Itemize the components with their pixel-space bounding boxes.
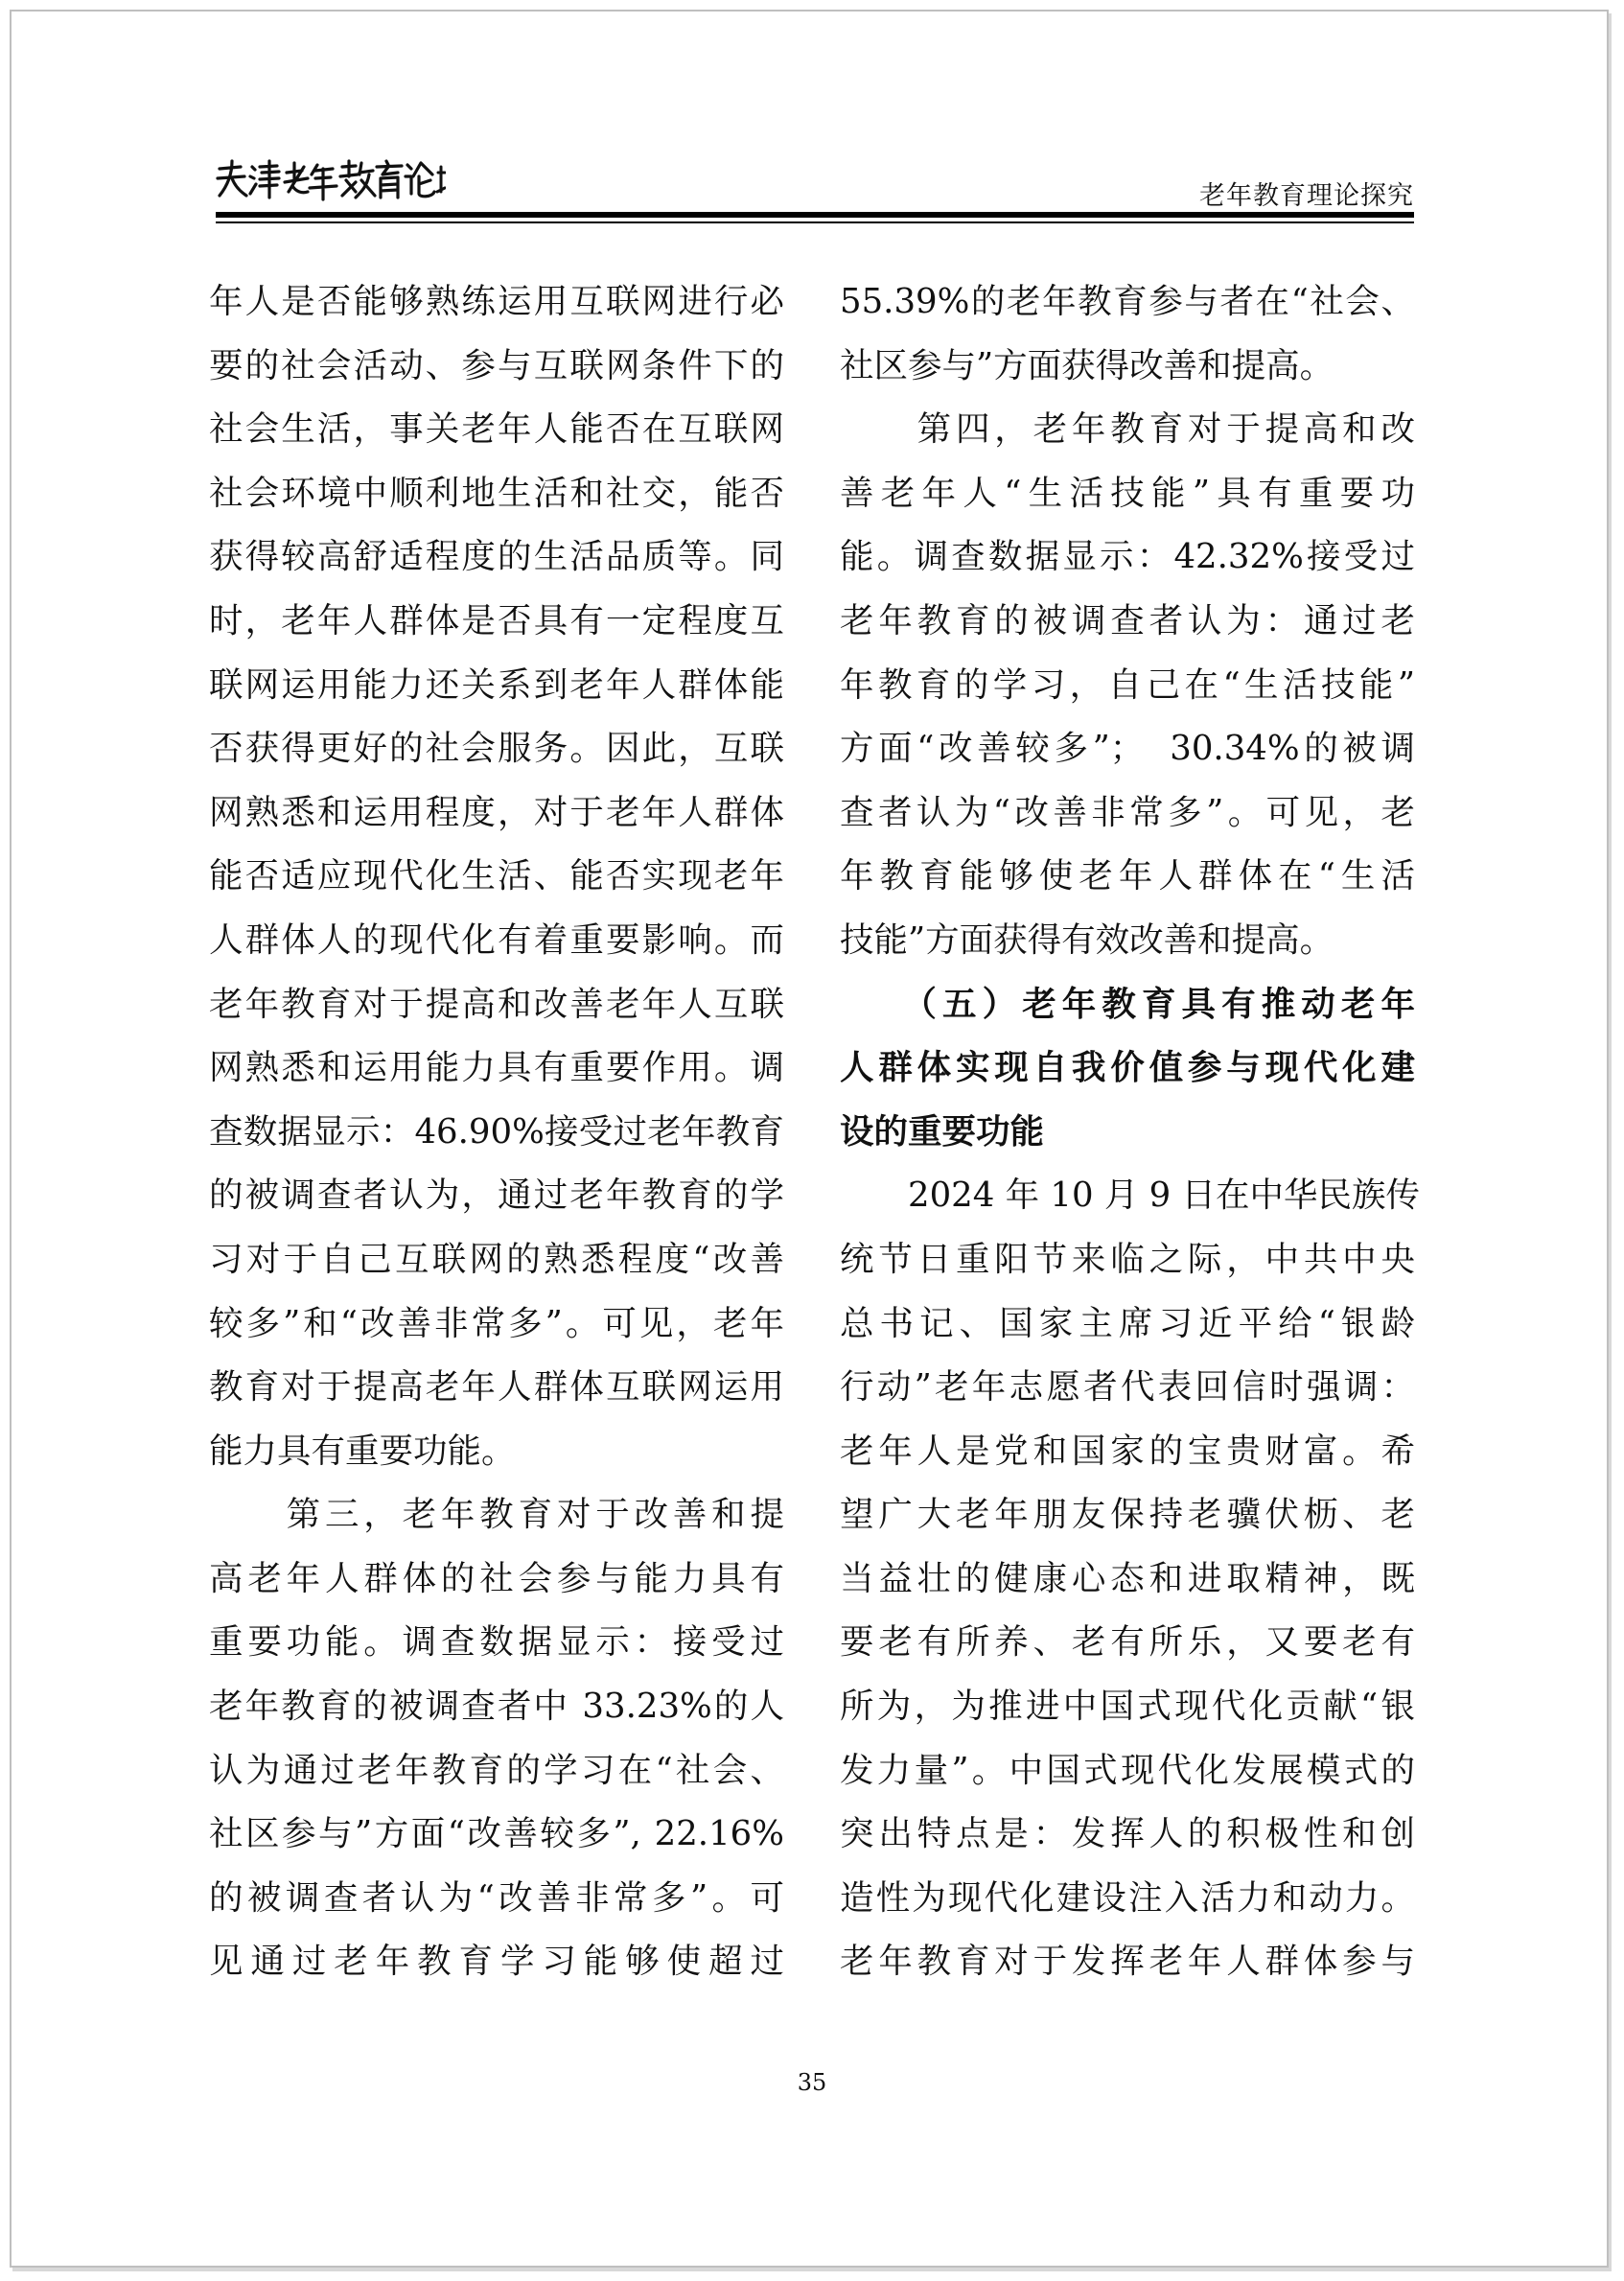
text-line: 所为，为推进中国式现代化贡献“银: [840, 1687, 1415, 1727]
text-line: 否获得更好的社会服务。因此，互联: [209, 729, 784, 769]
text-line: 当益壮的健康心态和进取精神，既: [840, 1558, 1415, 1598]
text-line: 突出特点是：发挥人的积极性和创: [840, 1814, 1415, 1854]
text-line: 社会环境中顺利地生活和社交，能否: [209, 473, 784, 513]
text-line: 重要功能。调查数据显示：接受过: [209, 1622, 784, 1663]
text-line: 老年人是党和国家的宝贵财富。希: [840, 1431, 1415, 1471]
text-line: 教育对于提高老年人群体互联网运用: [209, 1367, 784, 1408]
text-line: 获得较高舒适程度的生活品质等。同: [209, 537, 784, 577]
left-text-column: [209, 270, 784, 1994]
masthead-calligraphy-logo: [216, 153, 446, 211]
text-line: 老年教育对于发挥老年人群体参与: [840, 1942, 1415, 1982]
text-line: 的被调查者认为，通过老年教育的学: [209, 1175, 784, 1216]
text-line: 老年教育的被调查者认为：通过老: [840, 600, 1415, 640]
text-line: 查者认为“改善非常多”。可见，老: [840, 792, 1415, 832]
text-line: 时，老年人群体是否具有一定程度互: [209, 600, 784, 640]
text-line: 第三，老年教育对于改善和提: [209, 1495, 784, 1535]
text-line: 统节日重阳节来临之际，中共中央: [840, 1239, 1415, 1279]
text-line: 老年教育的被调查者中 33.23%的人: [209, 1687, 784, 1727]
text-line: 第四，老年教育对于提高和改: [840, 409, 1415, 450]
text-line: 高老年人群体的社会参与能力具有: [209, 1558, 784, 1598]
text-line: 习对于自己互联网的熟悉程度“改善: [209, 1239, 784, 1279]
text-line: 要老有所养、老有所乐，又要老有: [840, 1622, 1415, 1663]
text-line: 55.39%的老年教育参与者在“社会、: [840, 282, 1415, 321]
text-line: 认为通过老年教育的学习在“社会、: [209, 1750, 784, 1790]
text-line: 联网运用能力还关系到老年人群体能: [209, 664, 784, 705]
text-line: 方面“改善较多”； 30.34%的被调: [840, 729, 1415, 769]
text-line: 的被调查者认为“改善非常多”。可: [209, 1877, 784, 1918]
text-line: 查数据显示：46.90%接受过老年教育: [209, 1111, 784, 1152]
text-line: 年教育能够使老年人群体在“生活: [840, 856, 1415, 896]
text-line: 造性为现代化建设注入活力和动力。: [840, 1877, 1415, 1918]
text-line: 社区参与”方面“改善较多”, 22.16%: [209, 1814, 784, 1854]
text-line: 年人是否能够熟练运用互联网进行必: [209, 282, 784, 321]
text-line: 能力具有重要功能。: [209, 1431, 516, 1471]
text-line: 社区参与”方面获得改善和提高。: [840, 345, 1334, 385]
header-rule-thick: [216, 212, 1414, 218]
header-rule-thin: [216, 221, 1414, 223]
text-line: 能否适应现代化生活、能否实现老年: [209, 856, 784, 896]
text-line: 总书记、国家主席习近平给“银龄: [840, 1303, 1415, 1343]
text-line: 能。调查数据显示：42.32%接受过: [840, 537, 1415, 577]
section-title: 老年教育理论探究: [1199, 181, 1414, 211]
text-line: 老年教育对于提高和改善老年人互联: [209, 984, 784, 1024]
text-line: 望广大老年朋友保持老骥伏枥、老: [840, 1495, 1415, 1535]
text-line: 要的社会活动、参与互联网条件下的: [209, 345, 784, 385]
running-header: [216, 153, 1414, 225]
text-line: 人群体人的现代化有着重要影响。而: [209, 919, 784, 960]
text-line: 网熟悉和运用能力具有重要作用。调: [209, 1048, 784, 1088]
section-heading-line: （五）老年教育具有推动老年: [840, 984, 1415, 1024]
section-heading-line: 人群体实现自我价值参与现代化建: [840, 1048, 1415, 1088]
text-line: 年教育的学习，自己在“生活技能”: [840, 664, 1415, 705]
text-line: 2024 年 10 月 9 日在中华民族传: [840, 1175, 1421, 1216]
text-line: 行动”老年志愿者代表回信时强调：: [840, 1367, 1415, 1408]
text-line: 发力量”。中国式现代化发展模式的: [840, 1750, 1415, 1790]
text-line: 网熟悉和运用程度，对于老年人群体: [209, 792, 784, 832]
text-line: 善老年人“生活技能”具有重要功: [840, 473, 1415, 513]
text-line: 技能”方面获得有效改善和提高。: [840, 919, 1334, 960]
right-text-column: [840, 270, 1421, 1994]
section-heading-line: 设的重要功能: [840, 1111, 1045, 1152]
page-number: 35: [797, 2069, 827, 2096]
text-line: 社会生活，事关老年人能否在互联网: [209, 409, 784, 450]
text-line: 见通过老年教育学习能够使超过: [209, 1942, 784, 1982]
text-line: 较多”和“改善非常多”。可见，老年: [209, 1303, 784, 1343]
